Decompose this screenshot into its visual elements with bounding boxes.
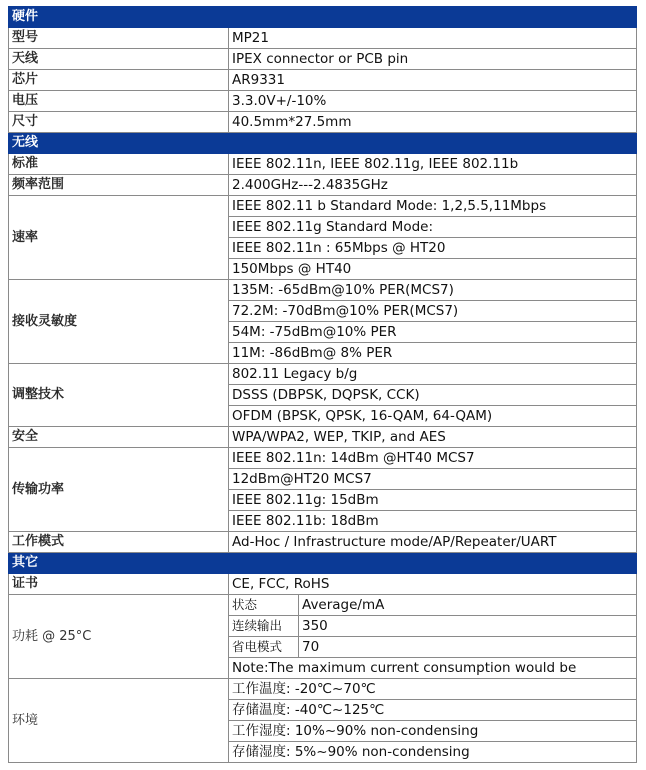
table-row xyxy=(9,679,637,700)
table-row xyxy=(9,448,637,469)
section-row-hardware xyxy=(9,7,637,28)
row-label: 芯片 xyxy=(9,70,229,91)
consumption-note: Note:The maximum current consumption would be xyxy=(229,658,637,679)
table-row xyxy=(9,28,637,49)
table-row xyxy=(9,49,637,70)
row-value: 工作湿度: 10%~90% non-condensing xyxy=(229,721,637,742)
row-value: Ad-Hoc / Infrastructure mode/AP/Repeater/UART xyxy=(229,532,637,553)
section-title-hardware: 硬件 xyxy=(9,7,637,28)
row-value: IEEE 802.11 b Standard Mode: 1,2,5.5,11Mbps xyxy=(229,196,637,217)
row-label: 电压 xyxy=(9,91,229,112)
row-label: 尺寸 xyxy=(9,112,229,133)
table-row xyxy=(9,196,637,217)
consumption-value: 70 xyxy=(299,637,637,658)
row-label: 传输功率 xyxy=(9,448,229,532)
consumption-state: 省电模式 xyxy=(229,637,299,658)
row-value: MP21 xyxy=(229,28,637,49)
row-label: 型号 xyxy=(9,28,229,49)
row-value: 存储温度: -40℃~125℃ xyxy=(229,700,637,721)
row-label: 证书 xyxy=(9,574,229,595)
table-row xyxy=(9,532,637,553)
row-label: 标准 xyxy=(9,154,229,175)
row-value: IEEE 802.11g Standard Mode: xyxy=(229,217,637,238)
row-value: CE, FCC, RoHS xyxy=(229,574,637,595)
section-title-other: 其它 xyxy=(9,553,637,574)
row-value: 3.3.0V+/-10% xyxy=(229,91,637,112)
section-row-other xyxy=(9,553,637,574)
section-title-wireless: 无线 xyxy=(9,133,637,154)
row-label: 安全 xyxy=(9,427,229,448)
consumption-state: 连续输出 xyxy=(229,616,299,637)
section-row-wireless xyxy=(9,133,637,154)
row-label: 接收灵敏度 xyxy=(9,280,229,364)
row-value: 2.400GHz---2.4835GHz xyxy=(229,175,637,196)
row-value: 12dBm@HT20 MCS7 xyxy=(229,469,637,490)
row-label: 环境 xyxy=(9,679,229,763)
table-row xyxy=(9,574,637,595)
row-value: IEEE 802.11n : 65Mbps @ HT20 xyxy=(229,238,637,259)
row-value: AR9331 xyxy=(229,70,637,91)
row-label: 频率范围 xyxy=(9,175,229,196)
row-value: 11M: -86dBm@ 8% PER xyxy=(229,343,637,364)
table-row xyxy=(9,91,637,112)
row-value: IEEE 802.11g: 15dBm xyxy=(229,490,637,511)
consumption-value-header: Average/mA xyxy=(299,595,637,616)
table-row xyxy=(9,427,637,448)
table-row xyxy=(9,595,637,616)
row-value: IPEX connector or PCB pin xyxy=(229,49,637,70)
table-row xyxy=(9,112,637,133)
consumption-value: 350 xyxy=(299,616,637,637)
row-value: 802.11 Legacy b/g xyxy=(229,364,637,385)
row-value: 存储湿度: 5%~90% non-condensing xyxy=(229,742,637,763)
row-label: 功耗 @ 25°C xyxy=(9,595,229,679)
consumption-state-header: 状态 xyxy=(229,595,299,616)
row-value: 40.5mm*27.5mm xyxy=(229,112,637,133)
row-value: 工作温度: -20℃~70℃ xyxy=(229,679,637,700)
row-value: 54M: -75dBm@10% PER xyxy=(229,322,637,343)
row-value: IEEE 802.11n, IEEE 802.11g, IEEE 802.11b xyxy=(229,154,637,175)
table-row xyxy=(9,175,637,196)
row-value: DSSS (DBPSK, DQPSK, CCK) xyxy=(229,385,637,406)
spec-table xyxy=(8,6,637,763)
row-value: 150Mbps @ HT40 xyxy=(229,259,637,280)
row-label: 工作模式 xyxy=(9,532,229,553)
row-value: IEEE 802.11n: 14dBm @HT40 MCS7 xyxy=(229,448,637,469)
row-value: 72.2M: -70dBm@10% PER(MCS7) xyxy=(229,301,637,322)
row-value: IEEE 802.11b: 18dBm xyxy=(229,511,637,532)
row-label: 速率 xyxy=(9,196,229,280)
row-label: 天线 xyxy=(9,49,229,70)
table-row xyxy=(9,280,637,301)
row-value: OFDM (BPSK, QPSK, 16-QAM, 64-QAM) xyxy=(229,406,637,427)
table-row xyxy=(9,154,637,175)
row-value: WPA/WPA2, WEP, TKIP, and AES xyxy=(229,427,637,448)
row-label: 调整技术 xyxy=(9,364,229,427)
table-row xyxy=(9,70,637,91)
row-value: 135M: -65dBm@10% PER(MCS7) xyxy=(229,280,637,301)
table-row xyxy=(9,364,637,385)
